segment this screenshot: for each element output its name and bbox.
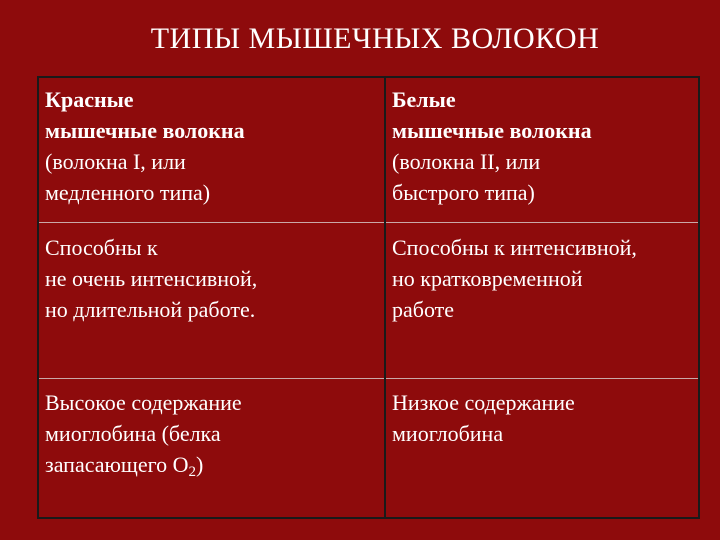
oxygen-subscript: 2 <box>188 464 197 480</box>
red-myoglobin-line-3-text: запасающего O <box>45 452 189 477</box>
white-fibers-title-line-1: Белые <box>392 87 456 112</box>
red-myoglobin-line-1: Высокое содержание <box>45 390 242 415</box>
table-header-row <box>38 77 699 223</box>
white-work-line-1: Способны к интенсивной, <box>392 235 637 260</box>
white-work-capacity-cell <box>385 223 699 379</box>
closing-paren: ) <box>196 452 204 477</box>
red-myoglobin-line-3 <box>45 449 378 480</box>
red-fibers-header-cell <box>38 77 385 223</box>
table-row-myoglobin <box>38 379 699 519</box>
red-fibers-title-line-1: Красные <box>45 87 134 112</box>
white-fibers-subtitle-line-1: (волокна II, или <box>392 149 541 174</box>
red-work-line-3: но длительной работе. <box>45 297 256 322</box>
muscle-fiber-table <box>37 76 700 519</box>
red-myoglobin-cell <box>38 379 385 519</box>
white-myoglobin-cell <box>385 379 699 519</box>
red-work-line-1: Способны к <box>45 235 158 260</box>
white-fibers-header-cell <box>385 77 699 223</box>
white-myoglobin-line-1: Низкое содержание <box>392 390 575 415</box>
red-fibers-subtitle-line-2: медленного типа) <box>45 180 211 205</box>
red-work-line-2: не очень интенсивной, <box>45 266 258 291</box>
white-work-line-2: но кратковременной <box>392 266 583 291</box>
white-fibers-subtitle-line-2: быстрого типа) <box>392 180 535 205</box>
red-fibers-title-line-2: мышечные волокна <box>45 118 245 143</box>
white-work-line-3: работе <box>392 297 455 322</box>
red-myoglobin-line-2: миоглобина (белка <box>45 421 221 446</box>
table-row-work-capacity <box>38 223 699 379</box>
white-fibers-title-line-2: мышечные волокна <box>392 118 592 143</box>
red-fibers-subtitle-line-1: (волокна I, или <box>45 149 186 174</box>
slide-title: ТИПЫ МЫШЕЧНЫХ ВОЛОКОН <box>150 22 600 55</box>
white-myoglobin-line-2: миоглобина <box>392 421 504 446</box>
red-work-capacity-cell <box>38 223 385 379</box>
